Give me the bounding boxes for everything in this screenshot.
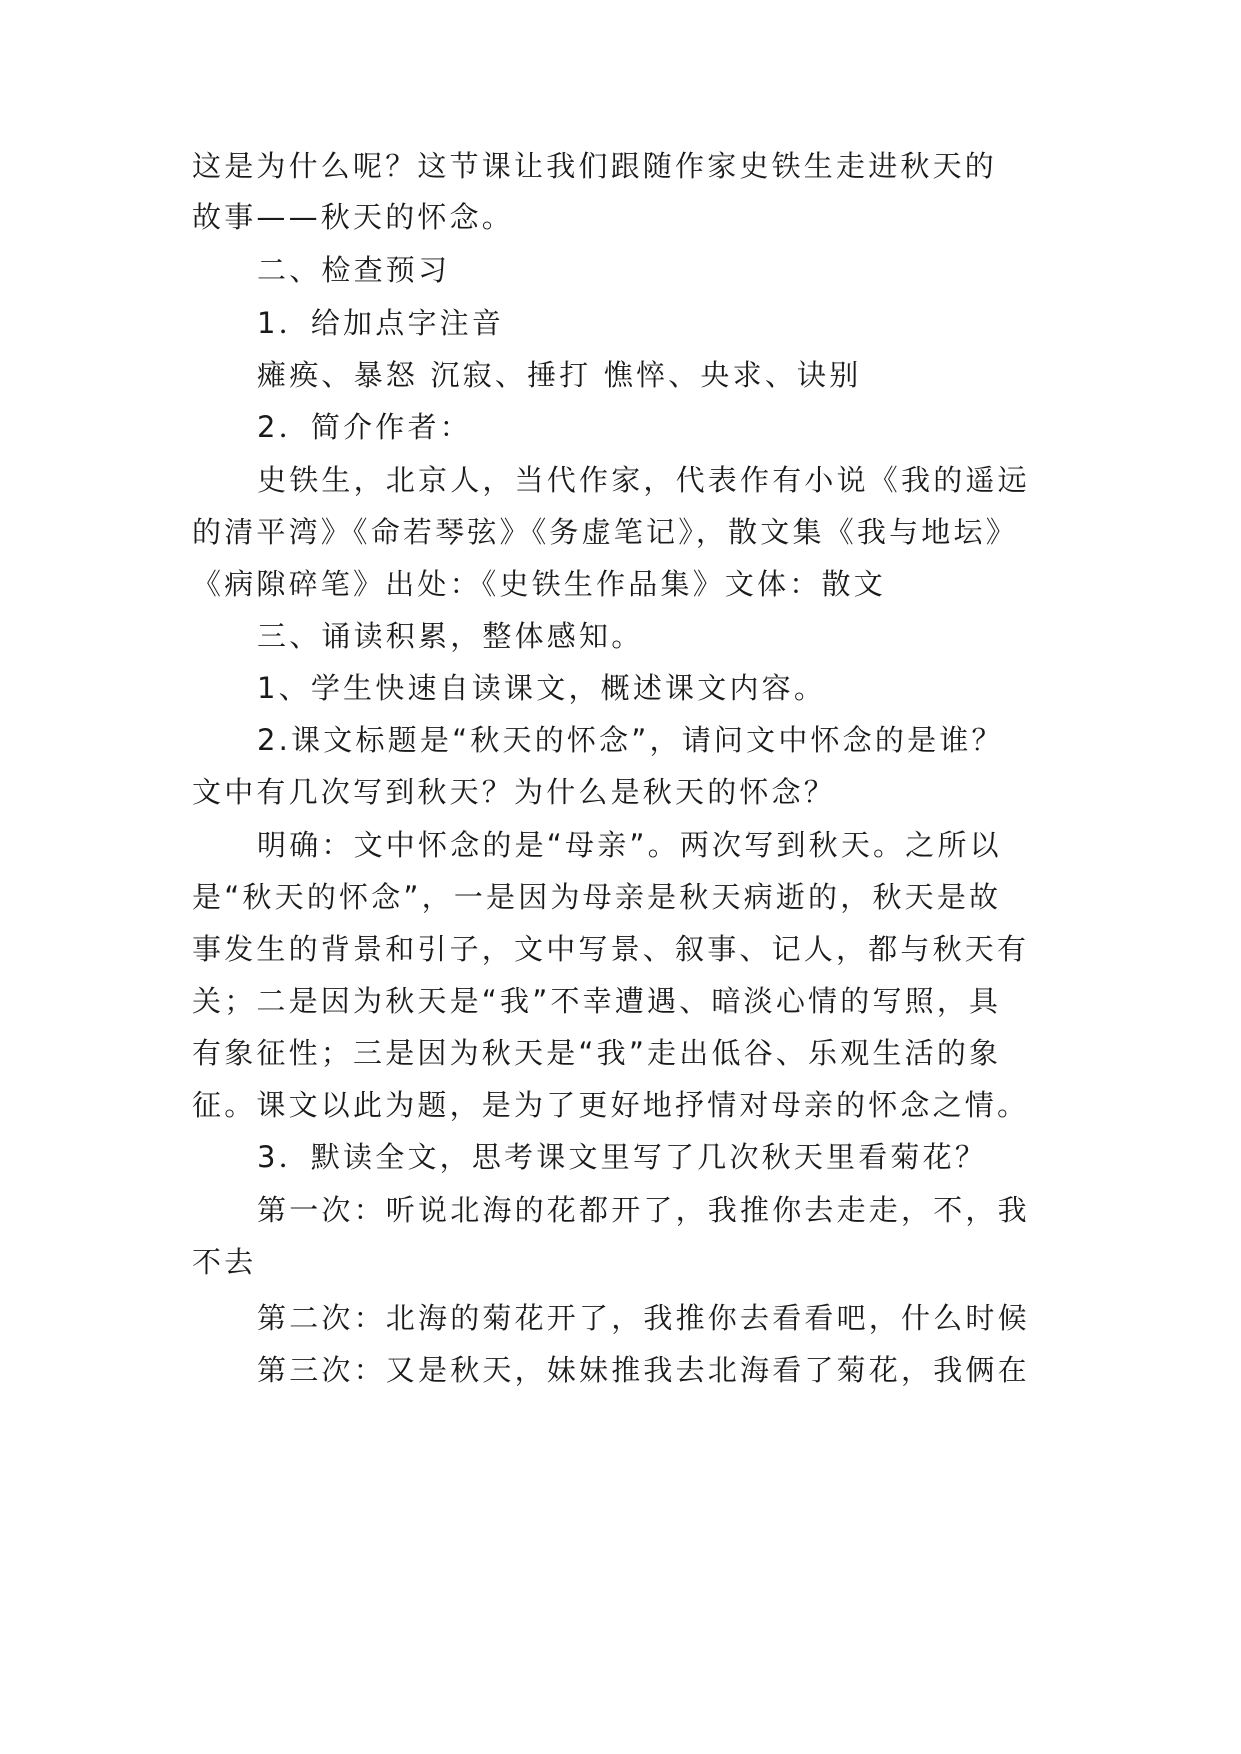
text-line: 第三次：又是秋天，妹妹推我去北海看了菊花，我俩在 bbox=[257, 1353, 1030, 1387]
text-line: 第一次：听说北海的花都开了，我推你去走走，不，我 bbox=[257, 1193, 1030, 1227]
list-item: 3．默读全文，思考课文里写了几次秋天里看菊花？ bbox=[257, 1140, 988, 1174]
text-line: 《病隙碎笔》出处：《史铁生作品集》文体：散文 bbox=[192, 567, 886, 601]
text-line: 的清平湾》《命若琴弦》《务虚笔记》，散文集《我与地坛》 bbox=[192, 515, 1018, 549]
text-line: 有象征性；三是因为秋天是“我”走出低谷、乐观生活的象 bbox=[192, 1036, 1002, 1070]
section-heading: 三、诵读积累，整体感知。 bbox=[257, 619, 644, 653]
section-heading: 二、检查预习 bbox=[257, 253, 451, 287]
text-line: 这是为什么呢？这节课让我们跟随作家史铁生走进秋天的 bbox=[192, 149, 998, 183]
text-line: 文中有几次写到秋天？为什么是秋天的怀念？ bbox=[192, 775, 837, 809]
text-line: 史铁生，北京人，当代作家，代表作有小说《我的遥远 bbox=[257, 463, 1030, 497]
text-line: 瘫痪、暴怒 沉寂、捶打 憔悴、央求、诀别 bbox=[257, 358, 862, 392]
text-line: 事发生的背景和引子，文中写景、叙事、记人，都与秋天有 bbox=[192, 932, 1030, 966]
list-item: 2．简介作者： bbox=[257, 410, 472, 444]
text-line: 明确：文中怀念的是“母亲”。两次写到秋天。之所以 bbox=[257, 828, 1002, 862]
text-line: 征。课文以此为题，是为了更好地抒情对母亲的怀念之情。 bbox=[192, 1088, 1030, 1122]
text-line: 不去 bbox=[192, 1245, 257, 1279]
text-line: 是“秋天的怀念”，一是因为母亲是秋天病逝的，秋天是故 bbox=[192, 880, 1002, 914]
list-item: 1、学生快速自读课文，概述课文内容。 bbox=[257, 671, 827, 705]
text-line: 故事——秋天的怀念。 bbox=[192, 200, 515, 234]
text-line: 第二次：北海的菊花开了，我推你去看看吧，什么时候 bbox=[257, 1301, 1030, 1335]
list-item: 2.课文标题是“秋天的怀念”，请问文中怀念的是谁？ bbox=[257, 723, 1004, 757]
text-line: 关；二是因为秋天是“我”不幸遭遇、暗淡心情的写照，具 bbox=[192, 984, 1002, 1018]
list-item: 1．给加点字注音 bbox=[257, 306, 505, 340]
